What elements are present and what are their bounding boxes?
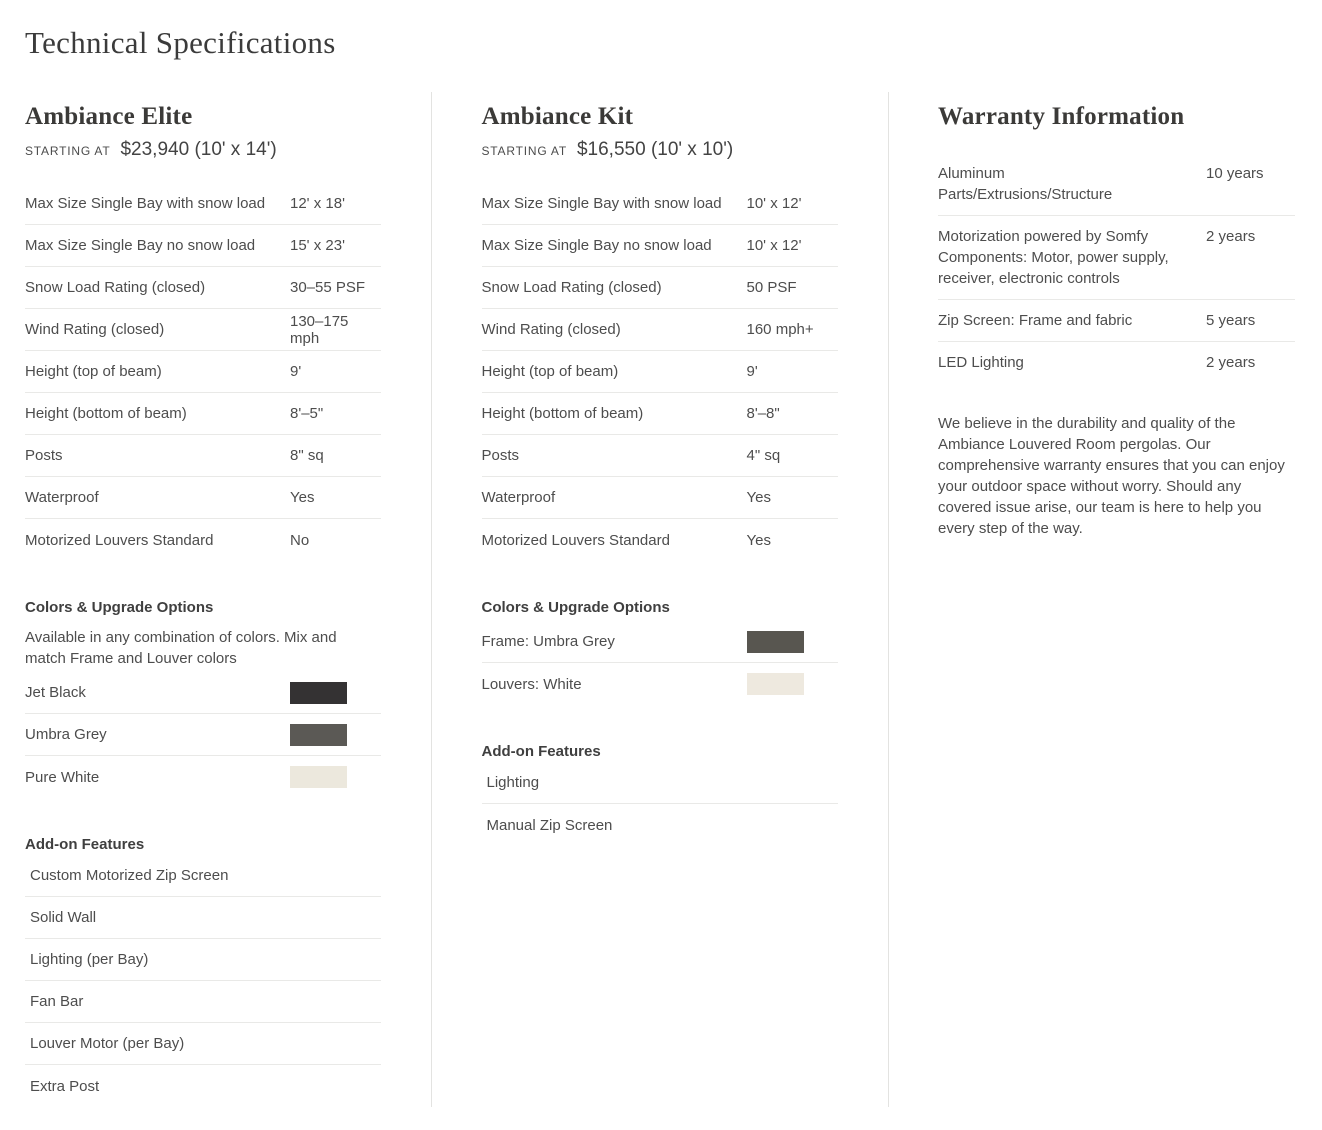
spec-label: Posts — [481, 447, 520, 464]
spec-label: Height (bottom of beam) — [481, 405, 644, 422]
page-title: Technical Specifications — [25, 25, 336, 60]
addon-row — [25, 897, 381, 939]
addon-table — [482, 762, 838, 846]
warranty-row — [938, 153, 1295, 216]
spec-label: Max Size Single Bay no snow load — [25, 237, 256, 254]
spec-row — [482, 393, 838, 435]
spec-label: Wind Rating (closed) — [481, 321, 621, 338]
warranty-row — [938, 342, 1295, 383]
addon-row — [482, 804, 838, 846]
spec-row — [482, 225, 838, 267]
color-label: Louvers: White — [481, 675, 582, 693]
spec-label: Height (top of beam) — [481, 363, 619, 380]
product-title: Ambiance Kit — [481, 103, 634, 130]
color-table — [482, 621, 838, 705]
warranty-note: We believe in the durability and quality of the Ambiance Louvered Room pergolas. Our comprehensive warranty ensures that you can enjoy your outdoor space without worry. Should any covered issue arise, our team is here to help you every step of the way. — [938, 415, 1285, 537]
product-title: Ambiance Elite — [25, 103, 193, 130]
spec-value: 12' x 18' — [290, 195, 345, 212]
spec-value: 160 mph+ — [746, 321, 814, 338]
spec-value: 9' — [746, 363, 758, 380]
spec-row — [25, 267, 381, 309]
spec-row — [25, 519, 381, 561]
spec-row — [25, 435, 381, 477]
spec-label: Motorized Louvers Standard — [25, 531, 214, 549]
addon-label: Manual Zip Screen — [486, 816, 613, 834]
addon-row — [25, 1023, 381, 1065]
spec-value: No — [290, 531, 310, 549]
colors-upgrade-heading: Colors & Upgrade Options — [25, 599, 214, 616]
spec-value: 10' x 12' — [746, 237, 802, 254]
warranty-value: 10 years — [1206, 165, 1264, 182]
addon-label: Louver Motor (per Bay) — [30, 1035, 185, 1052]
spec-row — [25, 309, 381, 351]
spec-label: Height (bottom of beam) — [25, 405, 187, 422]
color-table — [25, 672, 381, 798]
warranty-label: LED Lighting — [938, 354, 1024, 371]
addon-label: Extra Post — [30, 1077, 100, 1095]
color-label: Pure White — [25, 768, 100, 786]
spec-row — [25, 393, 381, 435]
spec-value: 9' — [290, 363, 302, 380]
color-row — [25, 714, 381, 756]
columns-container — [25, 92, 1295, 1107]
warranty-label: Motorization powered by Somfy Components: Motor, power supply, receiver, electronic controls — [938, 228, 1169, 287]
product-column-ambiance-elite — [25, 92, 381, 1107]
addon-row — [482, 762, 838, 804]
spec-row — [482, 351, 838, 393]
spec-row — [482, 519, 838, 561]
addon-row — [25, 939, 381, 981]
spec-label: Waterproof — [481, 489, 556, 506]
spec-row — [482, 309, 838, 351]
addon-row — [25, 1065, 381, 1107]
addon-features-heading: Add-on Features — [25, 836, 145, 853]
color-label: Jet Black — [25, 684, 86, 701]
column-divider — [431, 92, 432, 1107]
starting-price: $16,550 (10' x 10') — [576, 139, 734, 160]
warranty-label: Zip Screen: Frame and fabric — [938, 312, 1133, 329]
colors-upgrade-heading: Colors & Upgrade Options — [481, 599, 670, 616]
addon-label: Custom Motorized Zip Screen — [30, 867, 229, 884]
spec-row — [25, 477, 381, 519]
starting-price: $23,940 (10' x 14') — [120, 139, 277, 160]
spec-value: 8'–5" — [290, 405, 324, 422]
color-swatch — [290, 724, 347, 746]
spec-value: 8" sq — [290, 447, 324, 464]
spec-table — [25, 183, 381, 561]
color-swatch — [290, 682, 347, 704]
color-row — [482, 663, 838, 705]
spec-row — [482, 477, 838, 519]
addon-label: Fan Bar — [30, 993, 84, 1010]
spec-value: Yes — [746, 489, 771, 506]
spec-label: Max Size Single Bay with snow load — [481, 195, 722, 212]
colors-note: Available in any combination of colors. Mix and match Frame and Louver colors — [25, 629, 337, 667]
spec-row — [25, 183, 381, 225]
spec-label: Waterproof — [25, 489, 99, 506]
spec-label: Motorized Louvers Standard — [481, 531, 670, 549]
starting-at-label: STARTING AT — [25, 144, 111, 158]
spec-row — [482, 435, 838, 477]
spec-label: Snow Load Rating (closed) — [25, 279, 206, 296]
spec-value: Yes — [746, 531, 771, 549]
spec-label: Max Size Single Bay with snow load — [25, 195, 266, 212]
spec-label: Height (top of beam) — [25, 363, 162, 380]
addon-label: Lighting (per Bay) — [30, 951, 149, 968]
warranty-title: Warranty Information — [938, 103, 1185, 130]
spec-row — [482, 267, 838, 309]
addon-label: Solid Wall — [30, 909, 97, 926]
spec-row — [482, 183, 838, 225]
addon-features-heading: Add-on Features — [481, 743, 601, 760]
warranty-table — [938, 153, 1295, 383]
spec-value: 15' x 23' — [290, 237, 345, 254]
warranty-value: 2 years — [1206, 228, 1256, 245]
spec-value: 50 PSF — [746, 279, 797, 296]
warranty-column — [938, 92, 1295, 1107]
spec-row — [25, 351, 381, 393]
spec-table — [482, 183, 838, 561]
warranty-value: 2 years — [1206, 354, 1256, 371]
color-label: Frame: Umbra Grey — [481, 633, 615, 650]
spec-value: 130–175 mph — [290, 312, 349, 347]
color-row — [25, 672, 381, 714]
spec-label: Snow Load Rating (closed) — [481, 279, 662, 296]
starting-price-line — [25, 139, 381, 162]
addon-row — [25, 981, 381, 1023]
warranty-value: 5 years — [1206, 312, 1256, 329]
spec-label: Wind Rating (closed) — [25, 321, 165, 338]
column-divider — [888, 92, 889, 1107]
color-swatch — [747, 631, 804, 653]
product-column-ambiance-kit — [482, 92, 838, 1107]
starting-at-label: STARTING AT — [481, 144, 567, 158]
warranty-row — [938, 300, 1295, 342]
addon-row — [25, 855, 381, 897]
addon-table — [25, 855, 381, 1107]
starting-price-line — [482, 139, 838, 162]
color-row — [482, 621, 838, 663]
color-row — [25, 756, 381, 798]
spec-value: 30–55 PSF — [290, 279, 366, 296]
spec-value: 8'–8" — [746, 405, 780, 422]
addon-label: Lighting — [486, 774, 540, 791]
spec-label: Posts — [25, 447, 63, 464]
spec-value: 4" sq — [746, 447, 781, 464]
spec-label: Max Size Single Bay no snow load — [481, 237, 712, 254]
color-swatch — [747, 673, 804, 695]
warranty-label: Aluminum Parts/Extrusions/Structure — [938, 165, 1113, 203]
spec-row — [25, 225, 381, 267]
spec-value: Yes — [290, 489, 315, 506]
warranty-row — [938, 216, 1295, 300]
color-label: Umbra Grey — [25, 726, 107, 743]
spec-value: 10' x 12' — [746, 195, 802, 212]
color-swatch — [290, 766, 347, 788]
